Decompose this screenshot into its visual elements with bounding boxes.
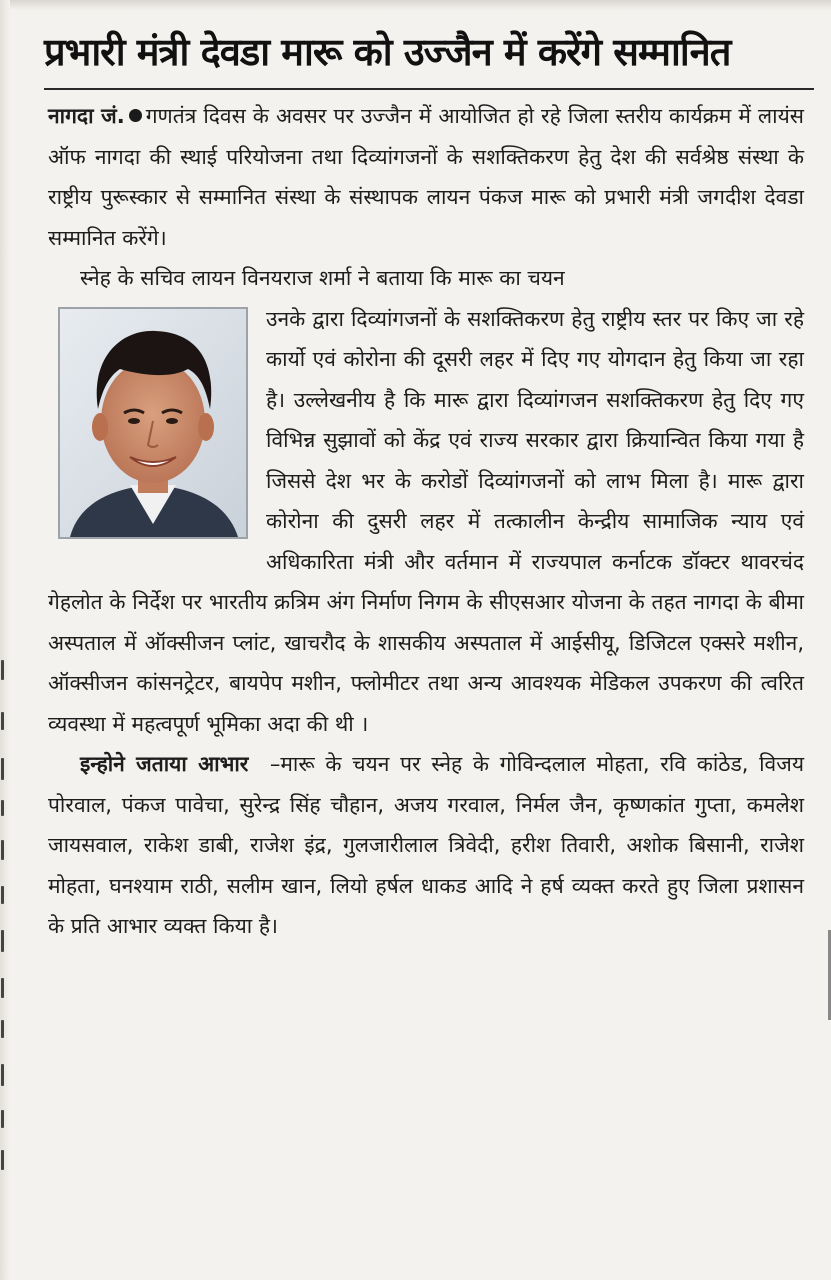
edge-mark: [1, 886, 4, 904]
portrait-illustration: [60, 309, 246, 537]
edge-mark: [1, 930, 4, 952]
portrait-photo: [58, 307, 248, 539]
dateline: नागदा जं.: [48, 104, 125, 128]
paragraph-1-text: गणतंत्र दिवस के अवसर पर उज्जैन में आयोजित हो रहे जिला स्तरीय कार्यक्रम में लायंस ऑफ नागदा की स्थाई परियोजना तथा दिव्यांगजनों के सशक्तिकरण हेतु देश की सर्वश्रेष्ठ संस्था के राष्ट्रीय पुरूस्कार से सम्मानित संस्था के संस्थापक लायन पंकज मारू को प्रभारी मंत्री जगदीश देवडा सम्मानित करेंगे।: [48, 104, 804, 250]
headline-rule: [44, 88, 814, 90]
bullet-icon: [129, 109, 142, 122]
subhead: इन्होने जताया आभार: [80, 752, 249, 776]
edge-mark: [1, 978, 4, 998]
edge-mark: [1, 712, 4, 730]
edge-mark: [1, 1064, 4, 1086]
paragraph-3-text: –मारू के चयन पर स्नेह के गोविन्दलाल मोहता, रवि कांठेड, विजय पोरवाल, पंकज पावेचा, सुरेन्द्र सिंह चौहान, अजय गरवाल, निर्मल जैन, कृष्णकांत गुप्ता, कमलेश जायसवाल, राकेश डाबी, राजेश इंद्र, गुलजारीलाल त्रिवेदी, हरीश तिवारी, अशोक बिसानी, राजेश मोहता, घनश्याम राठी, सलीम खान, लियो हर्षल धाकड आदि ने हर्ष व्यक्त करते हुए जिला प्रशासन के प्रति आभार व्यक्त किया है।: [48, 752, 804, 938]
edge-mark: [1, 758, 4, 780]
paragraph-1: [48, 96, 804, 258]
paragraph-3: [48, 744, 804, 947]
left-edge-column: [0, 0, 10, 1280]
edge-mark: [1, 800, 4, 816]
paragraph-2-body: उनके द्वारा दिव्यांगजनों के सशक्तिकरण हेतु राष्ट्रीय स्तर पर किए जा रहे कार्यो एवं कोरोना की दूसरी लहर में दिए गए योगदान हेतु किया जा रहा है। उल्लेखनीय है कि मारू द्वारा दिव्यांगजन सशक्तिकरण हेतु दिए गए विभिन्न सुझावों को केंद्र एवं राज्य सरकार द्वारा क्रियान्वित किया गया है जिससे देश भर के करोडों दिव्यांगजनों को लाभ मिला है। मारू द्वारा कोरोना की दुसरी लहर में तत्कालीन केन्द्रीय सामाजिक न्याय एवं अधिकारिता मंत्री और वर्तमान में राज्यपाल कर्नाटक डॉक्टर थावरचंद गेहलोत के निर्देश पर भारतीय क्रत्रिम अंग निर्माण निगम के सीएसआर योजना के तहत नागदा के बीमा अस्पताल में ऑक्सीजन प्लांट, खाचरौद के शासकीय अस्पताल में आईसीयू, डिजिटल एक्सरे मशीन, ऑक्सीजन कांसनट्रेटर, बायपेप मशीन, फ्लोमीटर तथा अन्य आवश्यक मेडिकल उपकरण की त्वरित व्यवस्था में महत्वपूर्ण भूमिका अदा की थी ।: [48, 306, 804, 736]
edge-mark: [1, 1020, 4, 1038]
edge-mark: [1, 660, 4, 680]
top-edge-shadow: [0, 0, 831, 10]
article-body: [48, 96, 804, 947]
edge-mark: [1, 1150, 4, 1170]
edge-mark: [1, 840, 4, 860]
edge-mark: [1, 1110, 4, 1128]
paragraph-2-intro: स्नेह के सचिव लायन विनयराज शर्मा ने बताया कि मारू का चयन: [80, 266, 565, 290]
headline: प्रभारी मंत्री देवडा मारू को उज्जैन में करेंगे सम्मानित: [44, 30, 731, 74]
